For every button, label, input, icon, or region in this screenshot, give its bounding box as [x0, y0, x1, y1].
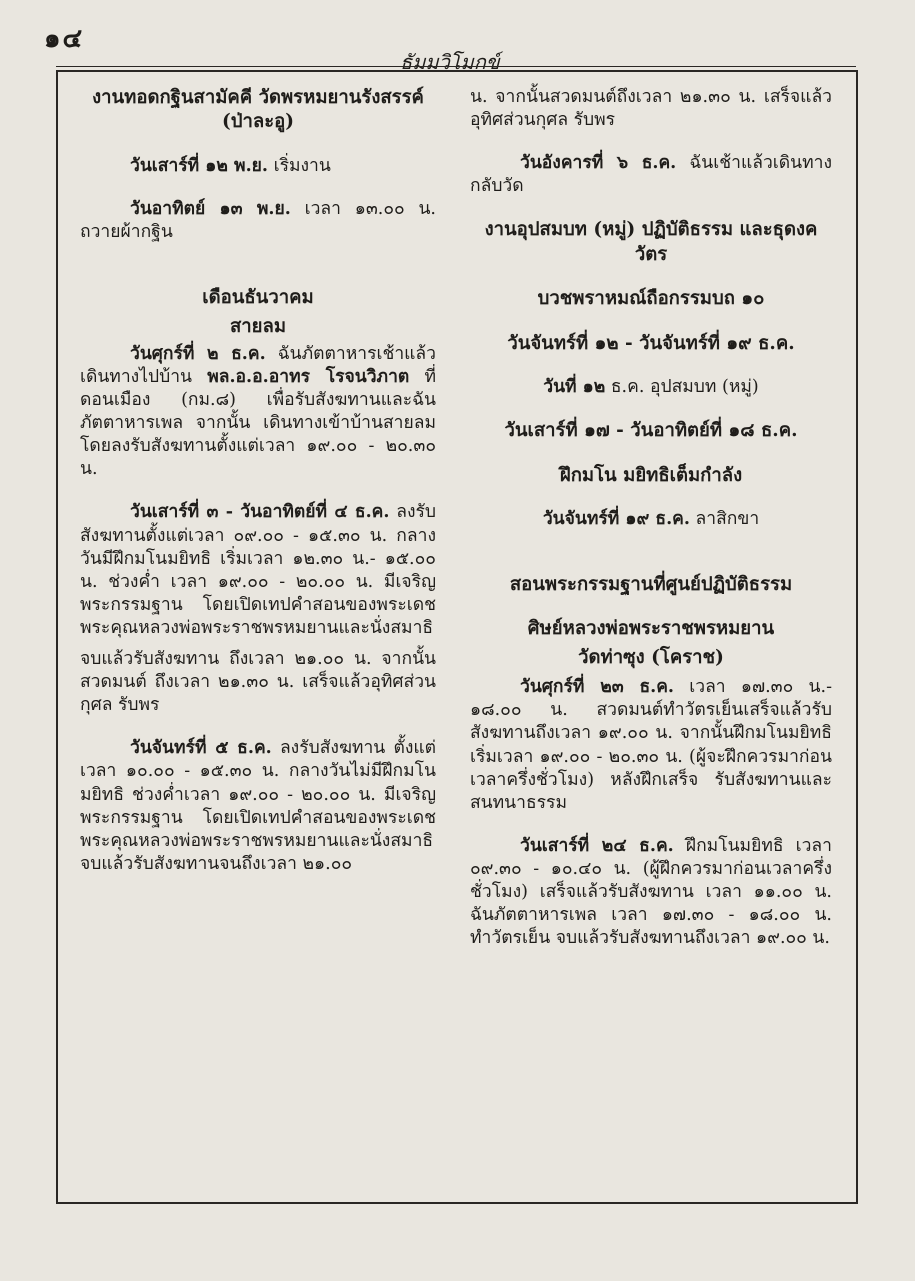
schedule-entry: [470, 835, 832, 950]
schedule-entry: [470, 152, 832, 198]
entry-date: วันอาทิตย์ ๑๓ พ.ย.: [130, 198, 291, 219]
schedule-entry-cont: จบแล้วรับสังฆทาน ถึงเวลา ๒๑.๐๐ น. จากนั้นสวดมนต์ ถึงเวลา ๒๑.๓๐ น. เสร็จแล้วอุทิศส่วนกุศล รับพร: [80, 649, 436, 716]
place-heading: สายลม: [229, 315, 287, 337]
entry-text: ลาสิกขา: [689, 508, 760, 529]
entry-name: พล.อ.อ.อาทร โรจนวิภาต: [207, 367, 410, 387]
entry-date: วันศุกร์ที่ ๒๓ ธ.ค.: [520, 677, 675, 698]
entry-date: วันเสาร์ที่ ๓ - วันอาทิตย์ที่ ๔ ธ.ค.: [130, 502, 390, 523]
running-title: ธัมมวิโมกข์: [400, 50, 500, 74]
schedule-entry: [80, 343, 436, 482]
event-note: ฝึกมโน มยิทธิเต็มกำลัง: [559, 464, 743, 486]
schedule-entry: [80, 198, 436, 244]
entry-text: เวลา ๑๓.๐๐ น. ถวายผ้ากฐิน: [80, 198, 436, 242]
event-subtitle: ศิษย์หลวงพ่อพระราชพรหมยาน: [527, 618, 775, 640]
entry-text: ที่ดอนเมือง (กม.๘) เพื่อรับสังฆทานและฉันภัตตาหารเพล จากนั้น เดินทางเข้าบ้านสายลม โดยลงรับสังฆทานตั้งแต่เวลา ๑๙.๐๐ - ๒๐.๓๐ น.: [80, 367, 436, 480]
schedule-entry: [470, 676, 832, 815]
entry-date: วันที่ ๑๒: [543, 377, 606, 397]
schedule-entry: [80, 155, 436, 178]
right-column: [470, 86, 832, 970]
event-title-meditation: สอนพระกรรมฐานที่ศูนย์ปฏิบัติธรรม: [509, 574, 793, 595]
entry-text: ธ.ค. อุปสมบท (หมู่): [605, 377, 759, 397]
entry-date: วันเสาร์ที่ ๑๒ พ.ย.: [130, 155, 269, 176]
entry-text: ลงรับสังฆทานตั้งแต่เวลา ๐๙.๐๐ - ๑๕.๓๐ น. กลางวันมีฝึกมโนมยิทธิ เริ่มเวลา ๑๒.๓๐ น.- ๑๕.๐๐ น. ช่วงค่ำ เวลา ๑๙.๐๐ - ๒๐.๐๐ น. มีเจริญพระกรรมฐาน โดยเปิดเทปคำสอนของพระเดชพระคุณหลวงพ่อพระราชพรหมยานและนั่งสมาธิ: [80, 502, 436, 638]
month-heading: เดือนธันวาคม: [202, 287, 314, 309]
entry-text: ลงรับสังฆทาน ตั้งแต่เวลา ๑๐.๐๐ - ๑๕.๓๐ น. กลางวันไม่มีฝึกมโนมยิทธิ ช่วงค่ำเวลา ๑๙.๐๐ - ๒๐.๐๐ น. มีเจริญพระกรรมฐาน โดยเปิดเทปคำสอนของพระเดชพระคุณหลวงพ่อพระราชพรหมยานและนั่งสมาธิ จบแล้วรับสังฆทานจนถึงเวลา ๒๑.๐๐: [80, 738, 437, 874]
entry-date: วันเสาร์ที่ ๒๔ ธ.ค.: [520, 835, 674, 856]
schedule-entry-cont: น. จากนั้นสวดมนต์ถึงเวลา ๒๑.๓๐ น. เสร็จแล้วอุทิศส่วนกุศล รับพร: [470, 87, 832, 131]
entry-text: เวลา ๑๗.๓๐ น.- ๑๘.๐๐ น. สวดมนต์ทำวัตรเย็นเสร็จแล้วรับสังฆทานถึงเวลา ๑๙.๐๐ น. จากนั้นฝึกมโนมยิทธิ เริ่มเวลา ๑๙.๐๐ - ๒๐.๓๐ น. (ผู้จะฝึกควรมาก่อนเวลาครึ่งชั่วโมง) หลังฝึกเสร็จ รับสังฆทานและสนทนาธรรม: [470, 677, 832, 813]
entry-date: วันจันทร์ที่ ๑๙ ธ.ค.: [542, 508, 690, 529]
event-title-kathin: งานทอดกฐินสามัคคี วัดพรหมยานรังสรรค์ (ป่าละอู): [92, 87, 424, 133]
page-number: ๑๔: [44, 24, 85, 54]
event-place: วัดท่าซุง (โคราช): [578, 646, 724, 668]
entry-date: วันอังคารที่ ๖ ธ.ค.: [520, 153, 677, 174]
event-date-range: วันจันทร์ที่ ๑๒ - วันจันทร์ที่ ๑๙ ธ.ค.: [507, 332, 795, 354]
schedule-entry: [80, 501, 436, 640]
left-column: [80, 86, 436, 896]
entry-text: ฝึกมโนมยิทธิ เวลา ๐๙.๓๐ - ๑๐.๔๐ น. (ผู้ฝึกควรมาก่อนเวลาครึ่งชั่วโมง) เสร็จแล้วรับสังฆทาน เวลา ๑๑.๐๐ น. ฉันภัตตาหารเพล เวลา ๑๗.๓๐ - ๑๘.๐๐ น. ทำวัตรเย็น จบแล้วรับสังฆทานถึงเวลา ๑๙.๐๐ น.: [470, 835, 832, 949]
entry-text: ฉันเช้าแล้วเดินทางกลับวัด: [470, 153, 832, 197]
schedule-entry: [80, 737, 436, 876]
header-rule: [56, 66, 856, 67]
event-title-ordination: งานอุปสมบท (หมู่) ปฏิบัติธรรม และธุดงควัตร: [484, 219, 818, 265]
entry-date: วันศุกร์ที่ ๒ ธ.ค.: [130, 343, 266, 364]
entry-text: ฉันภัตตาหารเช้าแล้วเดินทางไปบ้าน: [80, 343, 436, 387]
event-date-range: วันเสาร์ที่ ๑๗ - วันอาทิตย์ที่ ๑๘ ธ.ค.: [504, 420, 798, 442]
event-subtitle: บวชพราหมณ์ถือกรรมบถ ๑๐: [537, 288, 765, 310]
entry-text: เริ่มงาน: [268, 155, 331, 176]
schedule-entry: [470, 376, 832, 399]
entry-date: วันจันทร์ที่ ๕ ธ.ค.: [130, 738, 272, 759]
schedule-entry: [470, 508, 832, 531]
